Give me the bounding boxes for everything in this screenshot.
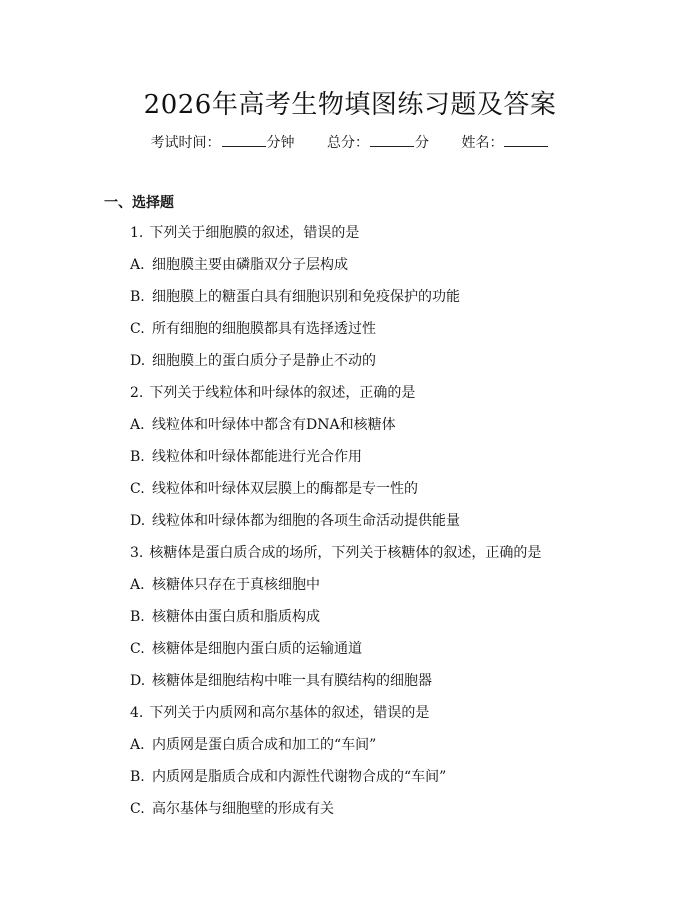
total-score-blank	[370, 134, 414, 147]
answer-option	[130, 736, 600, 768]
page-title: 2026年高考生物填图练习题及答案	[143, 90, 557, 120]
option-text: 细胞膜上的糖蛋白具有细胞识别和免疫保护的功能	[152, 289, 460, 305]
question-stem	[130, 224, 600, 256]
option-text: 高尔基体与细胞壁的形成有关	[152, 801, 334, 817]
exam-time-unit: 分钟	[266, 135, 295, 151]
answer-option	[130, 320, 600, 352]
option-text: 核糖体由蛋白质和脂质构成	[152, 609, 320, 625]
exam-time-field	[151, 135, 299, 151]
option-text: 核糖体是细胞内蛋白质的运输通道	[152, 641, 362, 657]
answer-option	[130, 768, 600, 800]
option-letter: C.	[130, 321, 145, 337]
option-text: 内质网是脂质合成和内源性代谢物合成的“车间”	[152, 769, 447, 785]
question-stem	[130, 544, 600, 576]
option-letter: B.	[130, 449, 145, 465]
question-text: 核糖体是蛋白质合成的场所，下列关于核糖体的叙述，正确的是	[149, 545, 542, 561]
option-text: 线粒体和叶绿体都能进行光合作用	[152, 449, 362, 465]
option-letter: A.	[130, 577, 145, 593]
question-stem	[130, 704, 600, 736]
question-number: 1.	[130, 225, 144, 241]
answer-option	[130, 288, 600, 320]
option-letter: A.	[130, 737, 145, 753]
option-text: 核糖体只存在于真核细胞中	[152, 577, 320, 593]
answer-option	[130, 416, 600, 448]
question-text: 下列关于线粒体和叶绿体的叙述，正确的是	[149, 385, 416, 401]
student-name-blank	[504, 134, 548, 147]
option-letter: B.	[130, 769, 145, 785]
option-letter: C.	[130, 481, 145, 497]
question-number: 2.	[130, 385, 144, 401]
student-name-label: 姓名：	[461, 135, 504, 151]
question-text: 下列关于细胞膜的叙述，错误的是	[149, 225, 360, 241]
option-text: 核糖体是细胞结构中唯一具有膜结构的细胞器	[152, 673, 432, 689]
question-number: 4.	[130, 705, 144, 721]
answer-option	[130, 256, 600, 288]
option-letter: D.	[130, 513, 146, 529]
question-text: 下列关于内质网和高尔基体的叙述，错误的是	[149, 705, 430, 721]
option-letter: C.	[130, 801, 145, 817]
option-text: 线粒体和叶绿体中都含有DNA和核糖体	[152, 417, 396, 433]
total-score-field	[327, 135, 433, 151]
option-text: 细胞膜上的蛋白质分子是静止不动的	[152, 353, 376, 369]
answer-option	[130, 480, 600, 512]
answer-option	[130, 608, 600, 640]
section-heading: 一、选择题	[104, 195, 174, 211]
option-letter: D.	[130, 673, 146, 689]
option-text: 所有细胞的细胞膜都具有选择透过性	[152, 321, 376, 337]
exam-time-blank	[222, 134, 266, 147]
option-letter: A.	[130, 417, 145, 433]
answer-option	[130, 672, 600, 704]
student-name-field	[461, 135, 549, 151]
option-text: 线粒体和叶绿体双层膜上的酶都是专一性的	[152, 481, 418, 497]
total-score-unit: 分	[415, 135, 429, 151]
option-letter: B.	[130, 609, 145, 625]
option-letter: D.	[130, 353, 146, 369]
question-list	[130, 224, 600, 832]
answer-option	[130, 512, 600, 544]
option-letter: C.	[130, 641, 145, 657]
option-text: 线粒体和叶绿体都为细胞的各项生命活动提供能量	[152, 513, 460, 529]
question-number: 3.	[130, 545, 144, 561]
question-stem	[130, 384, 600, 416]
exam-time-label: 考试时间：	[150, 135, 221, 151]
answer-option	[130, 640, 600, 672]
option-letter: A.	[130, 257, 145, 273]
answer-option	[130, 352, 600, 384]
option-text: 细胞膜主要由磷脂双分子层构成	[152, 257, 348, 273]
option-letter: B.	[130, 289, 145, 305]
total-score-label: 总分：	[327, 135, 369, 151]
option-text: 内质网是蛋白质合成和加工的“车间”	[152, 737, 377, 753]
exam-info-line	[0, 132, 700, 152]
answer-option	[130, 800, 600, 832]
answer-option	[130, 576, 600, 608]
answer-option	[130, 448, 600, 480]
